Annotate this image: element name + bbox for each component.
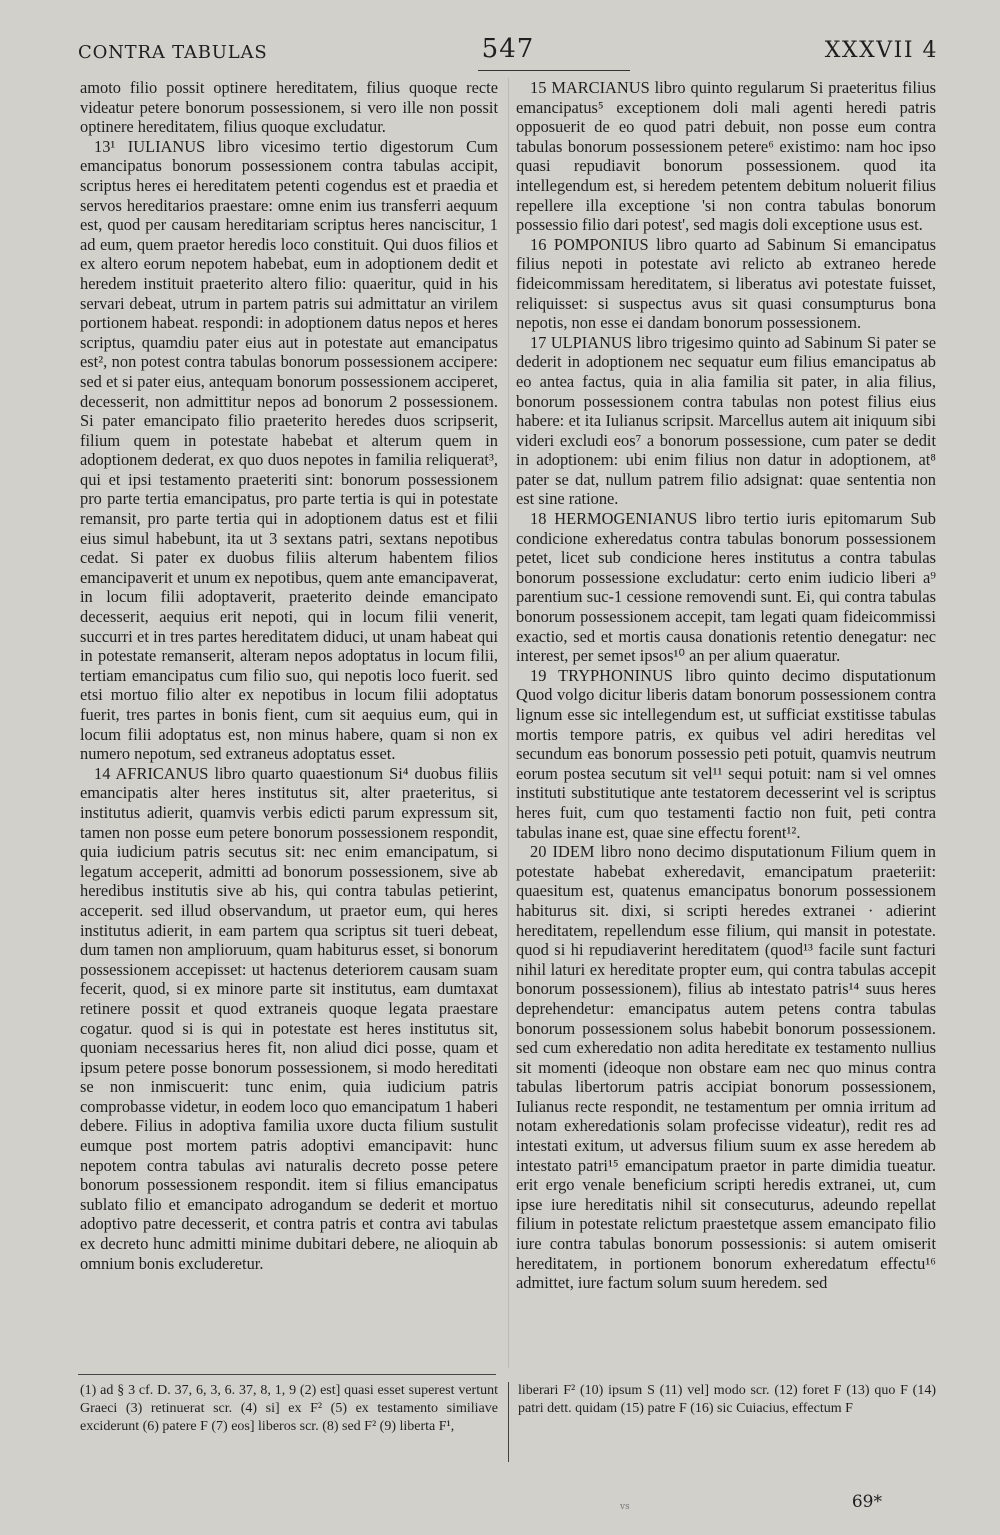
paragraph: 19 TRYPHONINUS libro quinto decimo disputationum Quod volgo dicitur liberis datam bonorum possessionem contra lignum esse sic intellegendum est, ut sufficiat exstitisse tabulas mortis tempore patris, ex quibus vel adiri hereditas vel secundum eas bonorum possessio peti potuit, quamvis neutrum eorum postea secutum sit vel¹¹ sequi potuit: nam si vel omnes instituti substitutique ante testatorem decesserint vel is scriptus heres fuit, cum quo testamenti factio non fuit, peti contra tabulas inane est, quae sine effectu forent¹². bbox=[516, 665, 936, 842]
library-stamp: vs bbox=[620, 1502, 630, 1512]
left-column bbox=[80, 78, 498, 1368]
paragraph: 15 MARCIANUS libro quinto regularum Si praeteritus filius emancipatus⁵ exceptionem doli mali agenti heredi patris opposuerit de eo quod patri debuit, non posse eum contra tabulas bonorum possessionem petere⁶ existimo: nam hoc ipso quasi repudiavit bonorum possessionem. quod ita intellegendum est, si heredem petentem debitum noluerit filius repellere illa exceptione 'si non contra tabulas bonorum possessio filio dari potest', sed magis doli exceptione usus est. bbox=[516, 78, 936, 235]
footnote-rule bbox=[78, 1374, 496, 1375]
paragraph: 17 ULPIANUS libro trigesimo quinto ad Sabinum Si pater se dederit in adoptionem nec sequatur eum filius emancipatus ab eo antea factus, quia in alia familia sit pater, in alia filius, bonorum possessionem contra tabulas non potest filius eius habere: et ita Iulianus scripsit. Marcellus autem ait iniquum sibi videri excludi eos⁷ a bonorum possessione, cum pater se dedit in adoptionem: ubi enim filius non datur in adoptionem, at⁸ pater se dat, nullum patrem filio adsignat: quae sententia non est sine ratione. bbox=[516, 332, 936, 509]
footnotes-left: (1) ad § 3 cf. D. 37, 6, 3, 6. 37, 8, 1, 9 (2) est] quasi esset superest vertunt Graeci (3) retinuerat scr. (4) si] ex F² (5) ex testamento similiave exciderunt (6) patere F (7) eos] liberos scr. (8) sed F² (9) liberta F¹, bbox=[80, 1383, 498, 1434]
footnote-divider bbox=[508, 1382, 509, 1462]
paragraph: 20 IDEM libro nono decimo disputationum Filium quem in potestate habebat exheredavit, emancipatum praeteriit: quaesitum est, quatenus emancipatus bonorum possessionem habiturus sit. dixi, si scripti heredes extranei · adierint hereditatem, repellendum esse filium, qui mansit in potestate. quod si hi repudiaverint hereditatem (quod¹³ facile sunt facturi nihil laturi ex hereditate propter eum, qui contra tabulas accepit bonorum possessionem), filius ab intestato patris¹⁴ suus heres deprehendetur: emancipatus autem petens contra tabulas bonorum possessionem solus habebit bonorum possessionem. sed cum exheredatio non adita hereditate ex testamento nullius sit momenti (ideoque non obstare eam nec quo minus contra tabulas libertorum patris accipiat bonorum possessionem, Iulianus recte respondit, ne testamentum per omnia irritum ad notam exheredationis solam profecisse videatur), redit res ad intestati exitum, ut adversus filium suum ex asse heredem ab intestato patri¹⁵ emancipatum praetor in parte dimidia tueatur. erit ergo venale beneficium scripti heredis extranei, ut, cum ipse iure hereditatis nihil sit consecuturus, adeundo repellat filium in potestate relictum praestetque assem emancipato filio iure contra tabulas bonorum possessionis: si autem omiserit hereditatem, in portionem bonorum exheredatum effectu¹⁶ admittet, iure factum solum suum heredem. sed bbox=[516, 842, 936, 1293]
header-rule bbox=[478, 70, 630, 71]
header-section: XXXVII 4 bbox=[824, 38, 938, 63]
paragraph: 18 HERMOGENIANUS libro tertio iuris epitomarum Sub condicione exheredatus contra tabulas bonorum possessionem petet, licet sub condicione heres institutus a contra tabulas bonorum possessione excludatur: certo enim iudicio liberi a⁹ parentium suc-1 cessione removendi sunt. Ei, qui contra tabulas bonorum possessionem accepit, tam legati quam fideicommissi exactio, sed et mortis causa donationis retentio denegatur: nec interest, per semet ipsos¹⁰ an per alium quaeratur. bbox=[516, 509, 936, 666]
footnotes-right: liberari F² (10) ipsum S (11) vel] modo scr. (12) foret F (13) quo F (14) patri dett. quidam (15) patre F (16) sic Cuiacius, effectum F bbox=[518, 1383, 936, 1416]
paragraph: amoto filio possit optinere hereditatem, filius quoque recte videatur petere bonorum possessionem, si vero ille non possit optinere hereditatem, filius quoque excludatur. bbox=[80, 78, 498, 137]
header-title: CONTRA TABULAS bbox=[78, 42, 268, 63]
right-column bbox=[516, 78, 936, 1368]
column-divider bbox=[508, 78, 509, 1368]
paragraph: 14 AFRICANUS libro quarto quaestionum Si⁴ duobus filiis emancipatis alter heres institutus sit, alter praeteritus, si institutus adierit, quamvis verbis edicti parum expressum sit, tamen non posse eum petere bonorum possessionem respondit, quia iudicium patris secutus sit: nec enim emancipatum, si legatum acceperit, admitti ad bonorum possessionem, sive ab heredibus institutis sive ab his, qui contra tabulas petierint, acceperit. sed illud observandum, ut praetor eum, qui heres institutus adierit, in eam partem qua scriptus sit tueri debeat, dum tamen non amplioruum, quam habiturus esset, si bonorum possessionem accepisset: ut hactenus deteriorem causam suam fecerit, quod, si ex minore parte sit institutus, eam dumtaxat retinere possit et quod extraneis quoque legata praestare cogatur. quod si is qui in potestate est heres institutus sit, quoniam necessarius heres fit, non aliud dici posse, quam et ipsum petere posse bonorum possessionem, si modo hereditati se non inmiscuerit: tunc enim, quia iudicium patris comprobasse videtur, in eodem loco quo emancipatum 1 haberi debere. Filius in adoptiva familia uxore ducta filium sustulit eumque post mortem patris adoptivi emancipavit: hunc nepotem contra tabulas avi naturalis decreto posse petere bonorum possessionem respondit. item si filius emancipatus sublato filio et emancipato adrogandum se dederit et mortuo adoptivo patre decesserit, et contra patris et contra avi tabulas ex decreto hunc admitti minime dubitari debere, ne alioquin ab omnium bonis excluderetur. bbox=[80, 763, 498, 1273]
page-number: 547 bbox=[481, 34, 535, 64]
paragraph: 16 POMPONIUS libro quarto ad Sabinum Si emancipatus filius nepoti in potestate avi relicto ab extraneo herede fideicommissam hereditatem, si liberatus avi potestate fuisset, reliquisset: si suspectus avus sit quasi consumpturus bona nepotis, non esse ei dandam bonorum possessionem. bbox=[516, 234, 936, 333]
running-header bbox=[78, 30, 938, 70]
signature-mark: 69* bbox=[851, 1492, 882, 1512]
paragraph: 13¹ IULIANUS libro vicesimo tertio digestorum Cum emancipatus bonorum possessionem contra tabulas accipit, scriptus heres ei hereditatem petenti cogendus est et praedia et servos hereditarios praestare: omne enim ius transferri aequum est, quod per causam hereditariam scriptus heres nanciscitur, 1 ad eum, quem praetor heredis loco constituit. Qui duos filios et ex altero eorum nepotem habebat, eum in adoptionem dedit et heredem instituit praeterito altero filio: quaeritur, quid in his servari debeat, utrum in partem patris sui admittatur an virilem portionem habeat. respondi: in adoptionem datus nepos et heres scriptus, quamdiu pater eius aut in potestate aut emancipatus est², non potest contra tabulas bonorum possessionem accipere: sed et si pater eius, antequam bonorum possessionem acciperet, decesserit, non admittitur nepos ad bonorum 2 possessionem. Si pater emancipato filio praeterito heredes duos scripserit, filium quem in potestate habebat et alterum quem in adoptionem dederat, ex quo duos nepotes in familia reliquerat³, qui et ipsi testamento praeteriti sint: bonorum possessionem pro parte tertia emancipatus, pro parte tertia is qui in potestate remansit, pro parte tertia qui in adoptionem datus est et filii eius simul habebunt, ita ut 3 sextans patri, sextans nepotibus cedat. Si pater ex duobus filiis alterum habentem filios emancipaverit et unum ex nepotibus, quem ante emancipaverat, in locum filii adoptaverit, praeterito deinde emancipato decesserit, aequius erit nepoti, qui in locum filii venerit, succurri et in tres partes hereditatem diduci, ut unam habeat qui in potestate remanserit, alteram nepos adoptatus in locum filii, tertiam emancipatus cum filio suo, qui nepotis loco fuerit. sed etsi mortuo filio alter ex nepotibus in locum filii adoptatus fuerit, tres partes in bonis fient, cum sit aequius eum, qui in locum filii adoptatus est, non minus habere, quam si non ex numero nepotum, sed extraneus adoptatus esset. bbox=[80, 136, 498, 764]
